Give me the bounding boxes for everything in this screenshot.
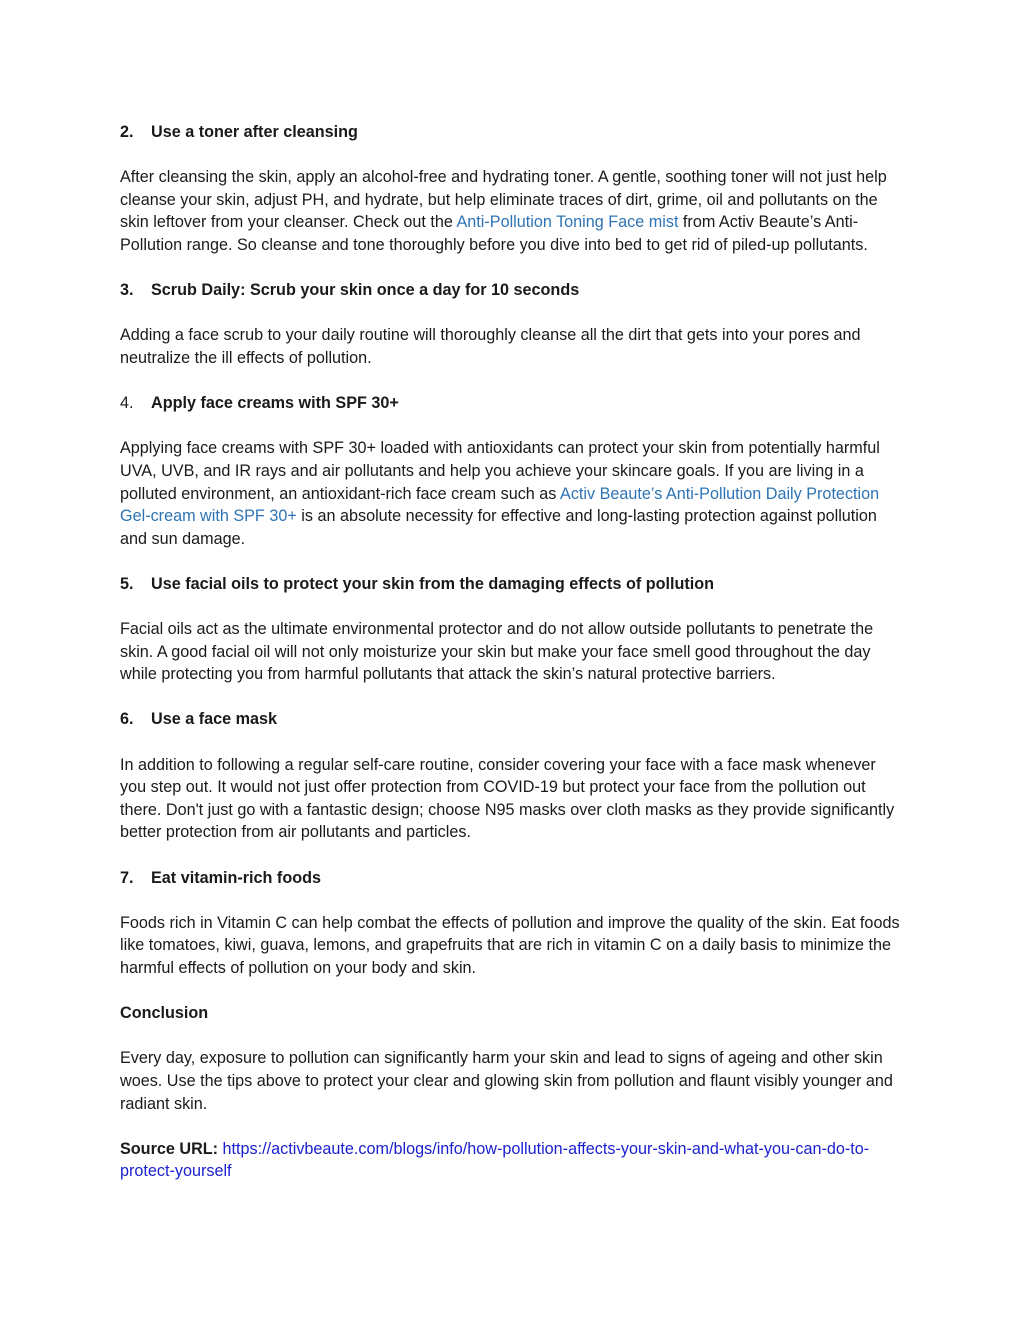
section-paragraph-facial-oils: Facial oils act as the ultimate environmental protector and do not allow outside pollutants to penetrate the skin. A good facial oil will not only moisturize your skin but make your face smell good throughout the day while protecting you from harmful pollutants that attack the skin’s natural protective barriers. [120, 620, 874, 684]
section-title: Eat vitamin-rich foods [151, 868, 321, 887]
gel-cream-spf-link[interactable]: Activ Beaute’s Anti-Pollution Daily Protection Gel-cream with SPF 30+ [120, 484, 880, 526]
paragraph-text: from Activ Beaute’s Anti-Pollution range. So cleanse and tone thoroughly before you dive into bed to get rid of piled-up pollutants. [120, 213, 868, 254]
section-number: 6. [120, 710, 134, 729]
source-line [120, 1138, 906, 1183]
paragraph-text: is an absolute necessity for effective and long-lasting protection against pollution and sun damage. [120, 507, 877, 548]
section-number: 7. [120, 868, 134, 887]
section-paragraph-toner [120, 166, 906, 256]
paragraph-text: After cleansing the skin, apply an alcohol-free and hydrating toner. A gentle, soothing toner will not just help cleanse your skin, adjust PH, and hydrate, but help eliminate traces of dirt, grime, oil and pollutants on the skin leftover from your cleanser. Check out the [120, 168, 887, 232]
section-paragraph-face-mask: In addition to following a regular self-care routine, consider covering your face with a face mask whenever you step out. It would not just offer protection from COVID-19 but protect your face from the pollution out there. Don't just go with a fantastic design; choose N95 masks over cloth masks as they provide significantly better protection from air pollutants and particles. [120, 755, 895, 842]
paragraph-text: Applying face creams with SPF 30+ loaded with antioxidants can protect your skin from potentially harmful UVA, UVB, and IR rays and air pollutants and help you achieve your skincare goals. If you are living in a polluted environment, an antioxidant-rich face cream such as [120, 439, 880, 503]
section-paragraph-scrub: Adding a face scrub to your daily routine will thoroughly cleanse all the dirt that gets into your pores and neutralize the ill effects of pollution. [120, 326, 861, 367]
document-page [120, 121, 906, 1206]
section-heading-face-mask [120, 708, 906, 731]
source-url-link[interactable]: https://activbeaute.com/blogs/info/how-pollution-affects-your-skin-and-what-you-can-do-to-protect-yourself [120, 1139, 870, 1181]
section-title: Use a toner after cleansing [151, 123, 358, 141]
section-title: Use facial oils to protect your skin from the damaging effects of pollution [151, 574, 715, 593]
section-number: 2. [120, 123, 134, 141]
section-heading-facial-oils [120, 573, 906, 596]
section-number: 4. [120, 394, 134, 413]
section-number: 5. [120, 574, 134, 593]
toning-face-mist-link[interactable]: Anti-Pollution Toning Face mist [456, 213, 679, 232]
conclusion-heading: Conclusion [120, 1004, 209, 1023]
section-heading-toner [120, 121, 906, 144]
section-title: Apply face creams with SPF 30+ [151, 394, 399, 413]
section-paragraph-vitamin-foods: Foods rich in Vitamin C can help combat the effects of pollution and improve the quality of the skin. Eat foods like tomatoes, kiwi, guava, lemons, and grapefruits that are rich in vitamin C on a daily basis to minimize the harmful effects of pollution on your body and skin. [120, 913, 900, 977]
conclusion-paragraph: Every day, exposure to pollution can significantly harm your skin and lead to signs of ageing and other skin woes. Use the tips above to protect your clear and glowing skin from pollution and flaunt visibly younger and radiant skin. [120, 1049, 893, 1113]
section-title: Use a face mask [151, 710, 277, 729]
section-number: 3. [120, 281, 134, 300]
section-heading-scrub [120, 279, 906, 302]
section-heading-vitamin-foods [120, 867, 906, 890]
section-heading-spf [120, 392, 906, 415]
section-title: Scrub Daily: Scrub your skin once a day for 10 seconds [151, 281, 580, 300]
section-paragraph-spf [120, 437, 906, 550]
source-label: Source URL: [120, 1139, 219, 1158]
